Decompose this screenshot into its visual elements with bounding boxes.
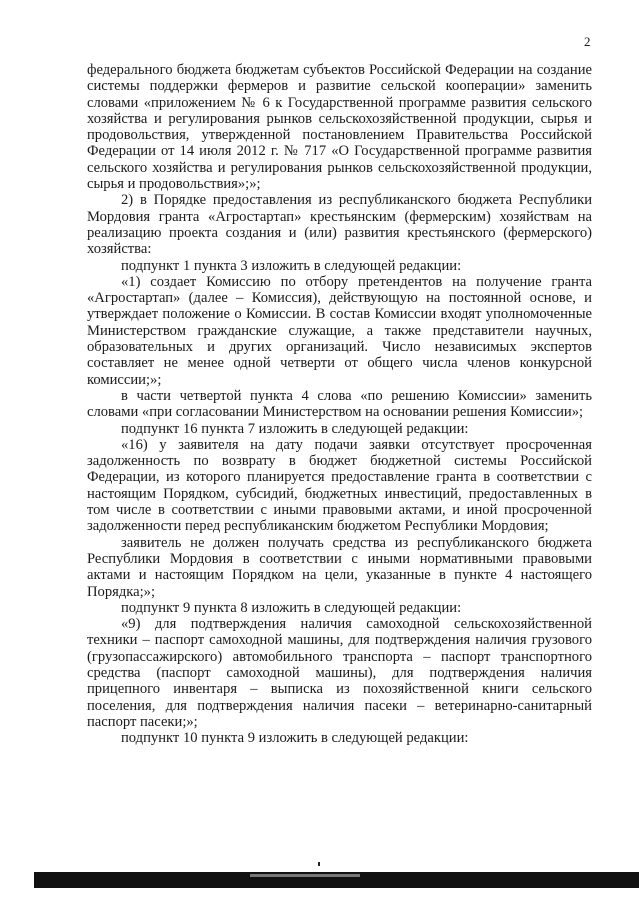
paragraph: подпункт 16 пункта 7 изложить в следующей редакции:: [121, 420, 469, 437]
paragraph: подпункт 10 пункта 9 изложить в следующей редакции:: [121, 730, 469, 747]
paragraph: 2) в Порядке предоставления из республиканского бюджета Республики Мордовия гранта «Агростартап» крестьянским (фермерским) хозяйствам на реализацию проекта создания и (или) развития крестьянского (фермерского) хозяйства:: [87, 192, 592, 258]
paragraph: подпункт 9 пункта 8 изложить в следующей редакции:: [121, 599, 462, 616]
paragraph: «16) у заявителя на дату подачи заявки отсутствует просроченная задолженность по возврату в бюджет бюджетной системы Российской Федерации, из которого планируется предоставление гранта в соответствии с настоящим Порядком, субсидий, бюджетных инвестиций, предоставленных в том числе в соответствии с иными правовыми актами, и иной просроченной задолженности перед республиканским бюджетом Республики Мордовия;: [87, 436, 592, 535]
paragraph: «9) для подтверждения наличия самоходной сельскохозяйственной техники – паспорт самоходной машины, для подтверждения наличия грузового (грузопассажирского) автомобильного транспорта – паспорт транспортного средства (паспорт самоходной машины), для подтверждения наличия прицепного инвентаря – выписка из похозяйственной книги сельского поселения, для подтверждения наличия пасеки – ветеринарно-санитарный паспорт пасеки;»;: [87, 616, 592, 730]
paragraph: в части четвертой пункта 4 слова «по решению Комиссии» заменить словами «при согласовании Министерством на основании решения Комиссии»;: [87, 387, 592, 421]
scan-artifact: [318, 862, 320, 866]
document-body: [87, 62, 592, 746]
scan-artifact: [250, 874, 360, 877]
paragraph: «1) создает Комиссию по отбору претендентов на получение гранта «Агростартап» (далее – Комиссия), действующую на постоянной основе, и утверждает положение о Комиссии. В состав Комиссии входят уполномоченные Министерством гражданские служащие, а также представители научных, образовательных и других организаций. Число независимых экспертов составляет не менее одной четверти от общего числа членов конкурсной комиссии;»;: [87, 273, 592, 388]
paragraph: подпункт 1 пункта 3 изложить в следующей редакции:: [121, 257, 462, 274]
page-number: 2: [584, 34, 591, 49]
paragraph: федерального бюджета бюджетам субъектов Российской Федерации на создание системы поддержки фермеров и развитие сельской кооперации» заменить словами «приложением № 6 к Государственной программе развития сельского хозяйства и регулирования рынков сельскохозяйственной продукции, сырья и продовольствия, утвержденной постановлением Правительства Российской Федерации от 14 июля 2012 г. № 717 «О Государственной программе развития сельского хозяйства и регулирования рынков сельскохозяйственной продукции, сырья и продовольствия»;»;: [87, 62, 592, 193]
paragraph: заявитель не должен получать средства из республиканского бюджета Республики Мордовия в соответствии с иными нормативными правовыми актами и настоящим Порядком на цели, указанные в пункте 4 настоящего Порядка;»;: [87, 534, 592, 600]
